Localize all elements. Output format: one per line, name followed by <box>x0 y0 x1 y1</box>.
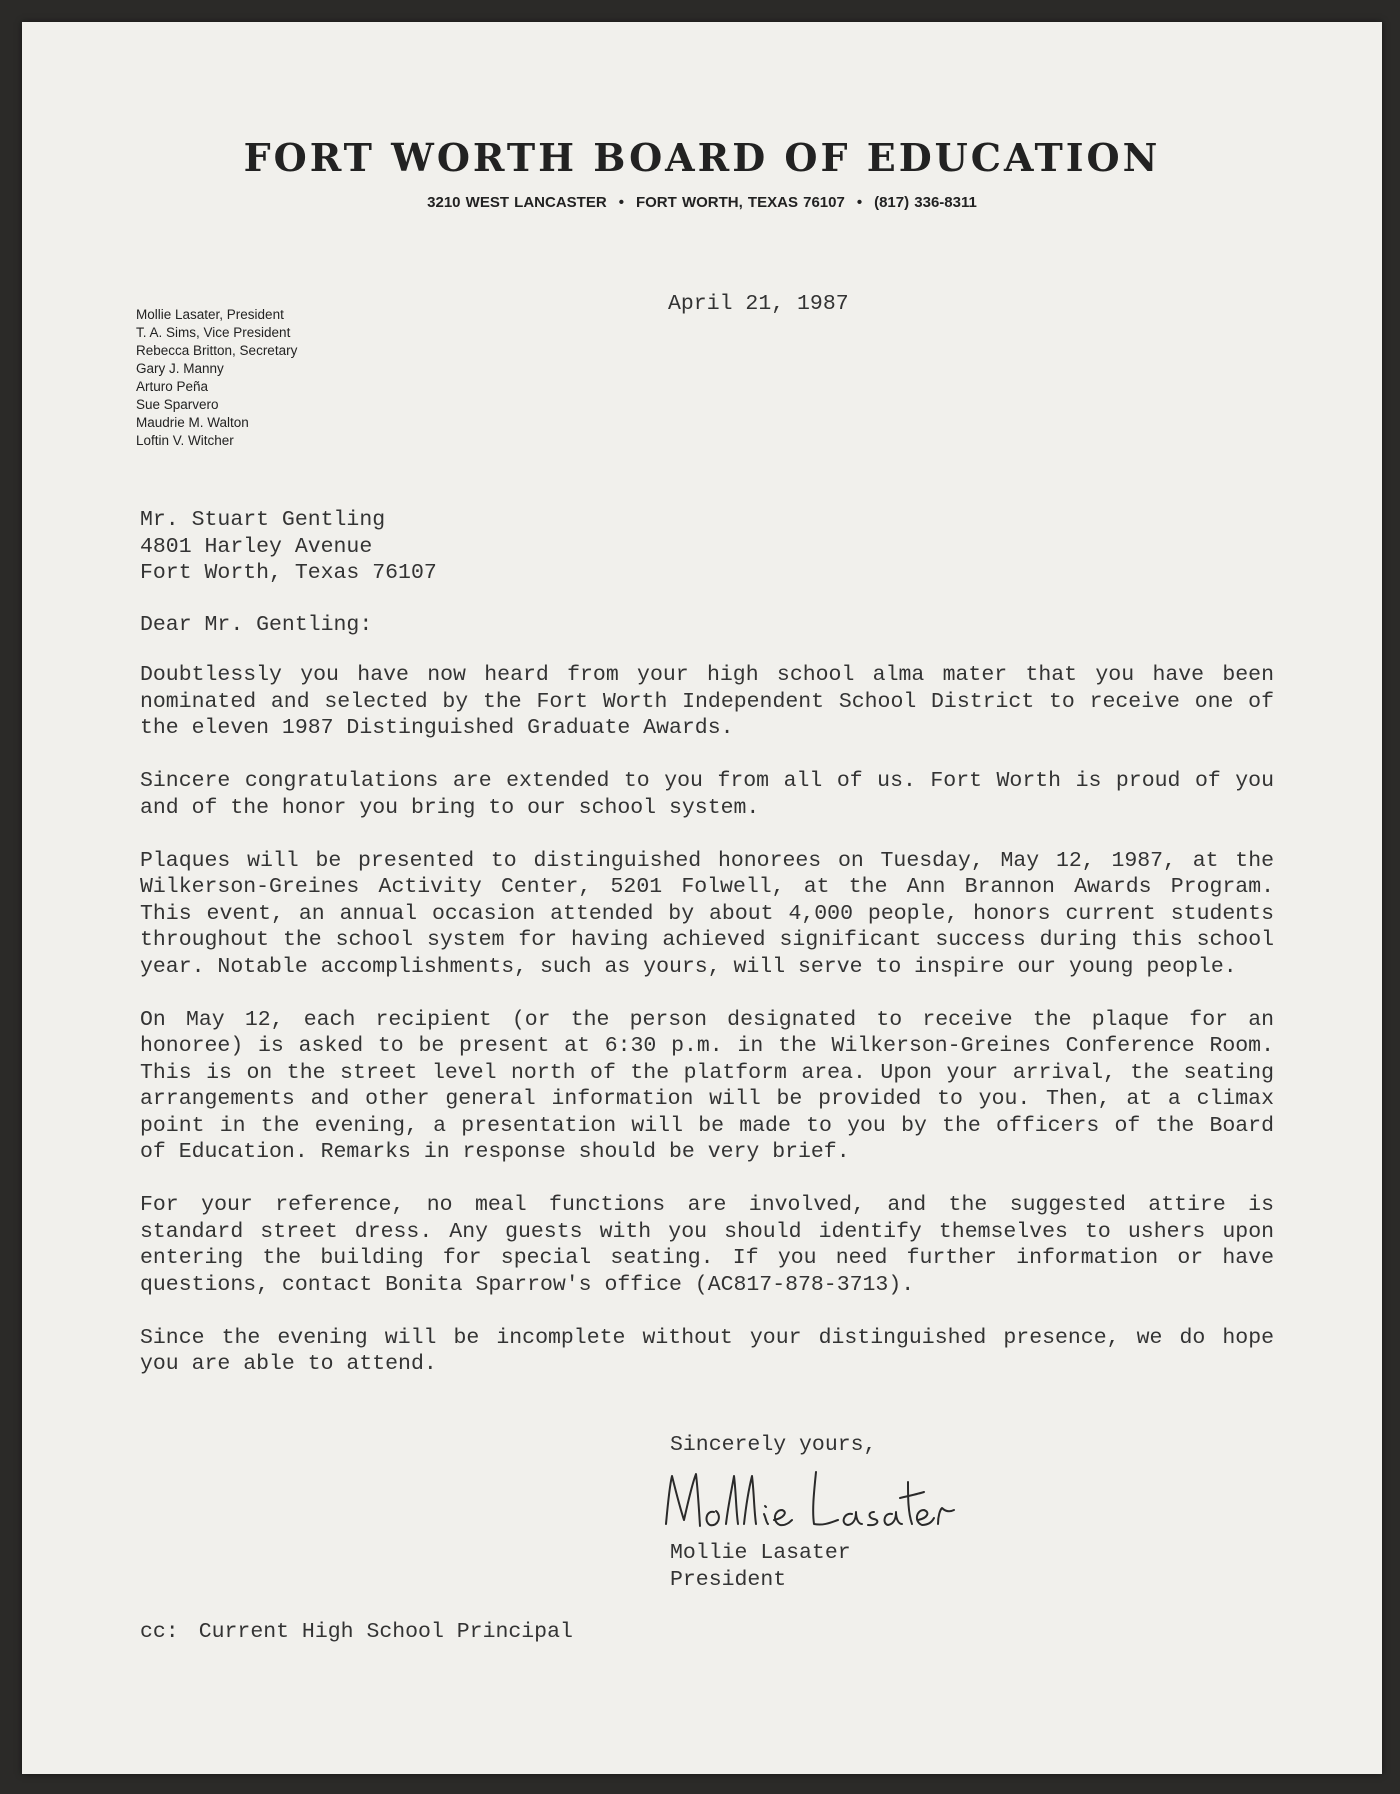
recipient-street: 4801 Harley Avenue <box>140 534 373 559</box>
board-member: Mollie Lasater, President <box>136 307 284 322</box>
board-member: Maudrie M. Walton <box>136 415 249 430</box>
recipient-address <box>140 507 437 587</box>
recipient-city: Fort Worth, Texas 76107 <box>140 561 437 585</box>
cc-label: cc: <box>140 1620 179 1644</box>
letterhead-address <box>22 194 1382 211</box>
closing: Sincerely yours, <box>670 1433 877 1457</box>
body-paragraph: Since the evening will be incomplete without your distinguished presence, we do hope you are able to attend. <box>140 1325 1274 1376</box>
board-member: Sue Sparvero <box>136 397 219 412</box>
salutation: Dear Mr. Gentling: <box>140 613 373 637</box>
body-paragraph: Sincere congratulations are extended to you from all of us. Fort Worth is proud of you and of the honor you bring to our school system. <box>140 769 1274 820</box>
cc-line <box>140 1620 573 1644</box>
recipient-name: Mr. Stuart Gentling <box>140 508 386 532</box>
board-member: T. A. Sims, Vice President <box>136 325 291 340</box>
signer-name: Mollie Lasater <box>670 1541 851 1565</box>
letterhead-street: 3210 WEST LANCASTER <box>427 194 607 211</box>
signer-title: President <box>670 1567 787 1592</box>
handwritten-signature <box>656 1462 956 1542</box>
signer-block <box>670 1540 851 1593</box>
board-member: Gary J. Manny <box>136 361 224 376</box>
body-paragraph: For your reference, no meal functions are involved, and the suggested attire is standard street dress. Any guests with you should identify themselves to ushers upon entering the building for special seating. If you need further information or have questions, contact Bonita Sparrow's office (AC817-878-3713). <box>140 1193 1274 1297</box>
body-paragraph: Plaques will be presented to distinguished honorees on Tuesday, May 12, 1987, at the Wilkerson-Greines Activity Center, 5201 Folwell, at the Ann Brannon Awards Program. This event, an annual occasion attended by about 4,000 people, honors current students throughout the school system for having achieved significant success during this school year. Notable accomplishments, such as yours, will serve to inspire our young people. <box>140 848 1274 979</box>
letterhead-city: FORT WORTH, TEXAS 76107 <box>635 194 845 211</box>
board-member: Rebecca Britton, Secretary <box>136 343 298 358</box>
letter-body <box>140 662 1274 1404</box>
body-paragraph: Doubtlessly you have now heard from your high school alma mater that you have been nominated and selected by the Fort Worth Independent School District to receive one of the eleven 1987 Distinguished Graduate Awards. <box>140 663 1274 740</box>
bullet-separator: • <box>618 194 624 211</box>
letterhead-title: FORT WORTH BOARD OF EDUCATION <box>243 135 1161 180</box>
bullet-separator: • <box>856 194 863 211</box>
board-member-list <box>136 306 297 450</box>
letterhead-phone: (817) 336-8311 <box>874 194 977 211</box>
letter-date: April 21, 1987 <box>668 292 849 316</box>
board-member: Loftin V. Witcher <box>136 433 234 448</box>
cc-value: Current High School Principal <box>198 1620 573 1644</box>
letter-page <box>22 22 1382 1774</box>
board-member: Arturo Peña <box>136 379 209 394</box>
body-paragraph: On May 12, each recipient (or the person designated to receive the plaque for an honoree) is asked to be present at 6:30 p.m. in the Wilkerson-Greines Conference Room. This is on the street level north of the platform area. Upon your arrival, the seating arrangements and other general information will be provided to you. Then, at a climax point in the evening, a presentation will be made to you by the officers of the Board of Education. Remarks in response should be very brief. <box>140 1007 1274 1164</box>
